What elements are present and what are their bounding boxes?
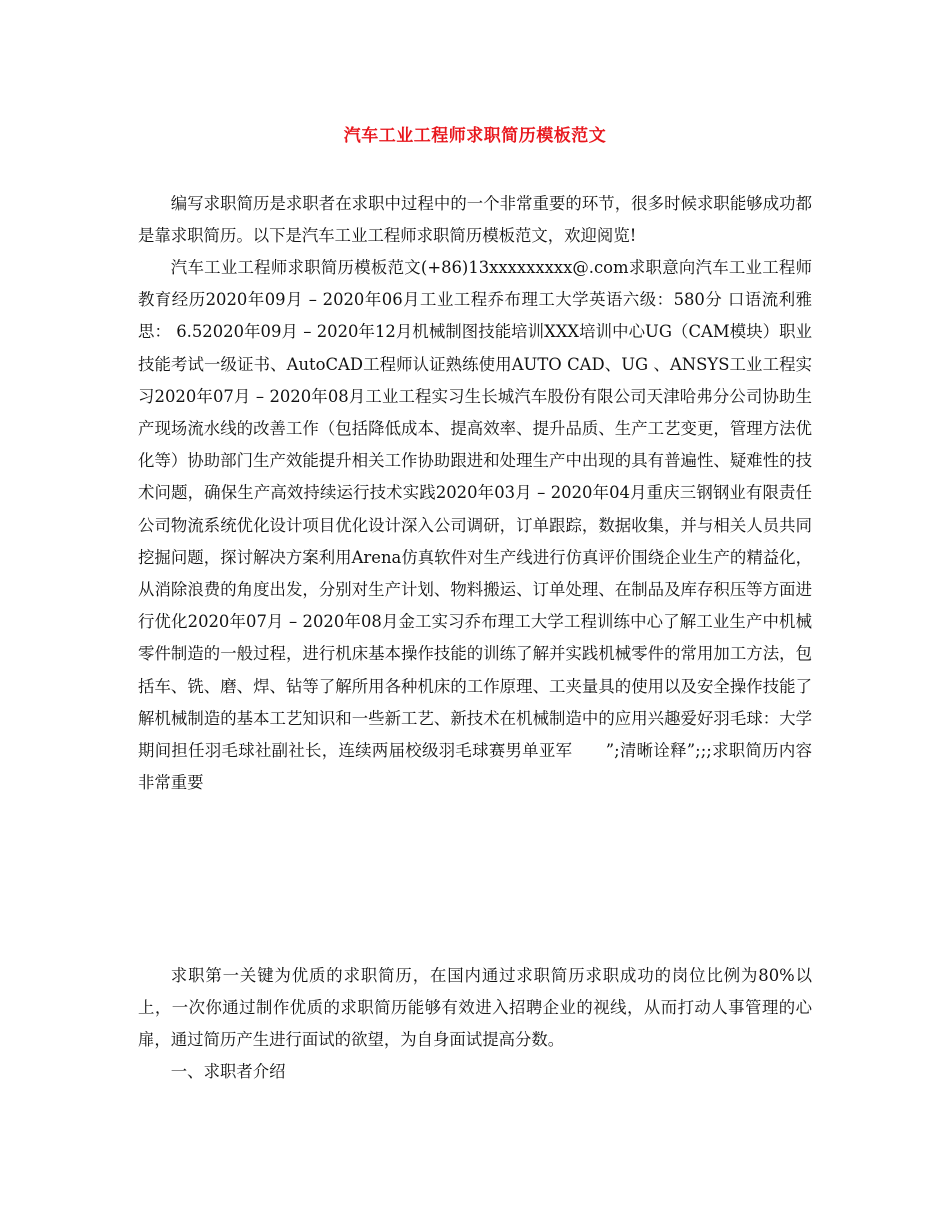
document-title: 汽车工业工程师求职简历模板范文: [343, 126, 607, 146]
importance-paragraph: 求职第一关键为优质的求职简历，在国内通过求职简历求职成功的岗位比例为80%以上，一次你通过制作优质的求职简历能够有效进入招聘企业的视线，从而打动人事管理的心扉，通过简历产生进行面试的欲望，为自身面试提高分数。: [138, 966, 812, 1050]
intro-paragraph: 编写求职简历是求职者在求职中过程中的一个非常重要的环节，很多时候求职能够成功都是靠求职简历。以下是汽车工业工程师求职简历模板范文，欢迎阅览!: [138, 194, 812, 246]
resume-body-paragraph: 汽车工业工程师求职简历模板范文(+86)13xxxxxxxxx@.com求职意向汽车工业工程师教育经历2020年09月 – 2020年06月工业工程乔布理工大学英语六级：580分 口语流利雅思： 6.52020年09月 – 2020年12月机械制图技能培训XXX培训中心UG（CAM模块）职业技能考试一级证书、AutoCAD工程师认证熟练使用AUTO CAD、UG 、ANSYS工业工程实习2020年07月 – 2020年08月工业工程实习生长城汽车股份有限公司天津哈弗分公司协助生产现场流水线的改善工作（包括降低成本、提高效率、提升品质、生产工艺变更，管理方法优化等）协助部门生产效能提升相关工作协助跟进和处理生产中出现的具有普遍性、疑难性的技术问题，确保生产高效持续运行技术实践2020年03月 – 2020年04月重庆三钢钢业有限责任公司物流系统优化设计项目优化设计深入公司调研，订单跟踪，数据收集，并与相关人员共同挖掘问题，探讨解决方案利用Arena仿真软件对生产线进行仿真评价围绕企业生产的精益化，从消除浪费的角度出发，分别对生产计划、物料搬运、订单处理、在制品及库存积压等方面进行优化2020年07月 – 2020年08月金工实习乔布理工大学工程训练中心了解工业生产中机械零件制造的一般过程，进行机床基本操作技能的训练了解并实践机械零件的常用加工方法，包括车、铣、磨、焊、钻等了解所用各种机床的工作原理、工夹量具的使用以及安全操作技能了解机械制造的基本工艺知识和一些新工艺、新技术在机械制造中的应用兴趣爱好羽毛球：大学期间担任羽毛球社副社长，连续两届校级羽毛球赛男单亚军 ”;清晰诠释”;;;求职简历内容非常重要: [138, 258, 812, 793]
section-heading-applicant-intro: 一、求职者介绍: [170, 1062, 286, 1081]
